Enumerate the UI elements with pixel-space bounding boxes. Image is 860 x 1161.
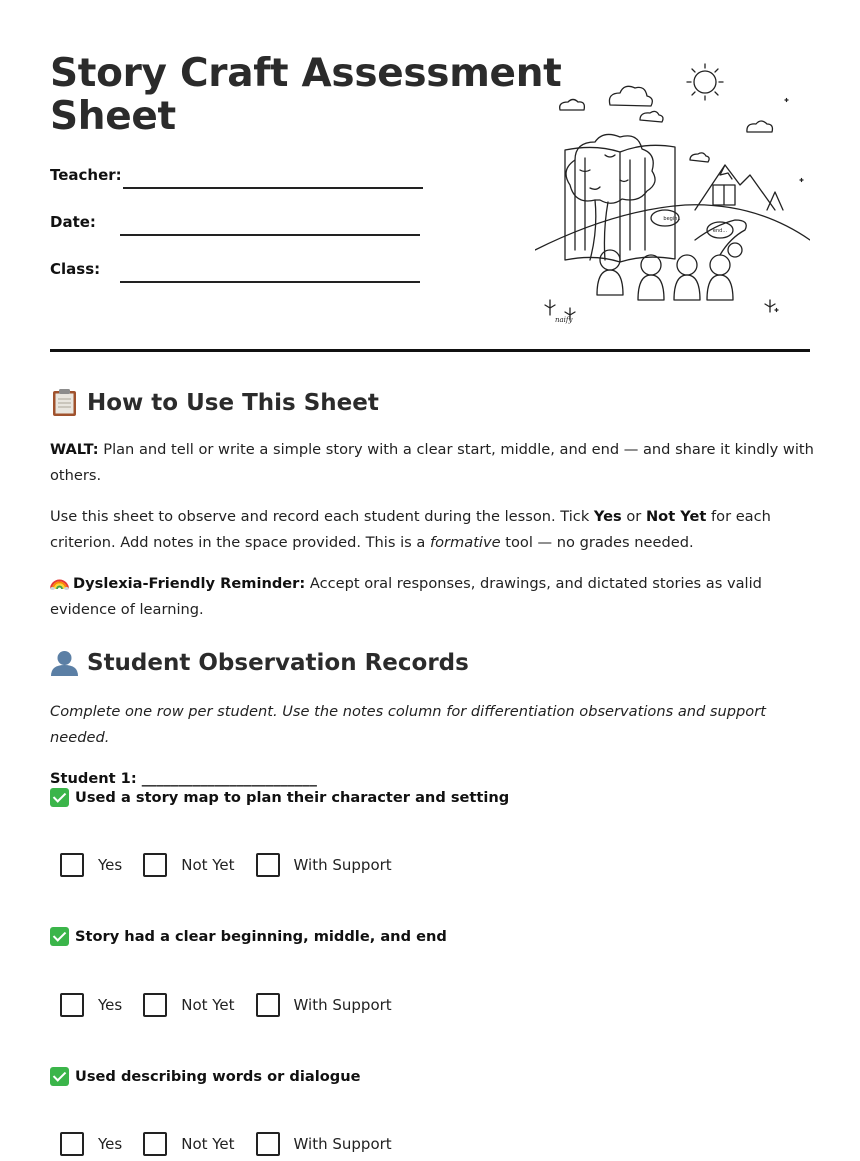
bubble-begin-text: begin.. — [663, 216, 681, 222]
walt-paragraph — [50, 437, 820, 488]
criterion-1-options — [60, 853, 413, 877]
header-divider — [50, 349, 810, 352]
check-mark-icon — [50, 927, 69, 946]
teacher-input-line[interactable] — [123, 187, 423, 189]
how-to-use-heading — [50, 388, 820, 417]
option-label: With Support — [293, 1135, 392, 1153]
criterion-1-with-support[interactable] — [256, 853, 392, 877]
criterion-2-title — [50, 927, 447, 946]
checkbox[interactable] — [60, 1132, 84, 1156]
checkbox[interactable] — [143, 1132, 167, 1156]
criterion-3-text: Used describing words or dialogue — [75, 1068, 361, 1085]
person-silhouette-icon — [50, 648, 79, 677]
reminder-text: Accept oral responses, drawings, and dictated stories as valid evidence of learning. — [50, 575, 762, 618]
criterion-2-text: Story had a clear beginning, middle, and end — [75, 928, 447, 945]
criterion-1-not-yet[interactable] — [143, 853, 234, 877]
option-label: Yes — [98, 1135, 123, 1153]
criterion-1-yes[interactable] — [60, 853, 122, 877]
instructions-text-3: for each criterion. Add notes in the space provided. This is a — [50, 508, 771, 551]
option-label: Not Yet — [181, 996, 235, 1014]
criterion-2-options — [60, 993, 413, 1017]
clipboard-icon — [50, 388, 79, 417]
header — [50, 52, 810, 352]
check-mark-icon — [50, 788, 69, 807]
teacher-label: Teacher: — [50, 166, 122, 184]
bubble-end-text: end... — [712, 228, 728, 234]
storytelling-illustration — [535, 60, 810, 328]
instructions-formative: formative — [429, 533, 501, 551]
how-to-use-heading-text: How to Use This Sheet — [87, 389, 379, 416]
criterion-2-not-yet[interactable] — [143, 993, 234, 1017]
title-line-1: Story Craft Assessment — [50, 51, 562, 96]
criterion-1-text: Used a story map to plan their character and setting — [75, 789, 510, 806]
criterion-2-yes[interactable] — [60, 993, 122, 1017]
criterion-3-options — [60, 1132, 413, 1156]
date-field — [50, 213, 96, 231]
criterion-3-yes[interactable] — [60, 1132, 122, 1156]
checkbox[interactable] — [60, 993, 84, 1017]
student-records-section — [50, 648, 820, 792]
class-input-line[interactable] — [120, 281, 420, 283]
artist-signature: naify — [555, 316, 573, 324]
option-label: With Support — [293, 996, 392, 1014]
instructions-paragraph — [50, 504, 820, 555]
reminder-label: Dyslexia-Friendly Reminder: — [73, 575, 306, 592]
criterion-3-with-support[interactable] — [256, 1132, 392, 1156]
criterion-3-title — [50, 1067, 361, 1086]
date-label: Date: — [50, 213, 96, 231]
checkbox[interactable] — [143, 993, 167, 1017]
option-label: Not Yet — [181, 1135, 235, 1153]
instructions-text-1: Use this sheet to observe and record each student during the lesson. Tick — [50, 508, 594, 525]
walt-text: Plan and tell or write a simple story with a clear start, middle, and end — and share it kindly with others. — [50, 441, 814, 484]
student-records-heading-text: Student Observation Records — [87, 649, 469, 676]
teacher-field — [50, 166, 122, 184]
option-label: Not Yet — [181, 856, 235, 874]
option-label: Yes — [98, 856, 123, 874]
checkbox[interactable] — [256, 1132, 280, 1156]
criterion-1-title — [50, 788, 509, 807]
records-intro: Complete one row per student. Use the notes column for differentiation observations and support needed. — [50, 703, 766, 746]
rainbow-icon — [50, 574, 69, 590]
option-label: Yes — [98, 996, 123, 1014]
instructions-yes: Yes — [593, 508, 622, 525]
reminder-paragraph — [50, 571, 820, 622]
student-records-heading — [50, 648, 820, 677]
class-field — [50, 260, 100, 278]
checkbox[interactable] — [256, 853, 280, 877]
instructions-text-2: or — [621, 508, 646, 525]
option-label: With Support — [293, 856, 392, 874]
instructions-text-4: tool — no grades needed. — [500, 533, 694, 551]
check-mark-icon — [50, 1067, 69, 1086]
instructions-not-yet: Not Yet — [645, 508, 707, 525]
criterion-2-with-support[interactable] — [256, 993, 392, 1017]
title-line-2: Sheet — [50, 94, 176, 139]
checkbox[interactable] — [143, 853, 167, 877]
criterion-3-not-yet[interactable] — [143, 1132, 234, 1156]
checkbox[interactable] — [256, 993, 280, 1017]
date-input-line[interactable] — [120, 234, 420, 236]
class-label: Class: — [50, 260, 101, 278]
student-name-label: Student 1: ________________________ — [50, 770, 317, 787]
how-to-use-section — [50, 388, 820, 622]
checkbox[interactable] — [60, 853, 84, 877]
walt-label: WALT: — [50, 441, 99, 458]
